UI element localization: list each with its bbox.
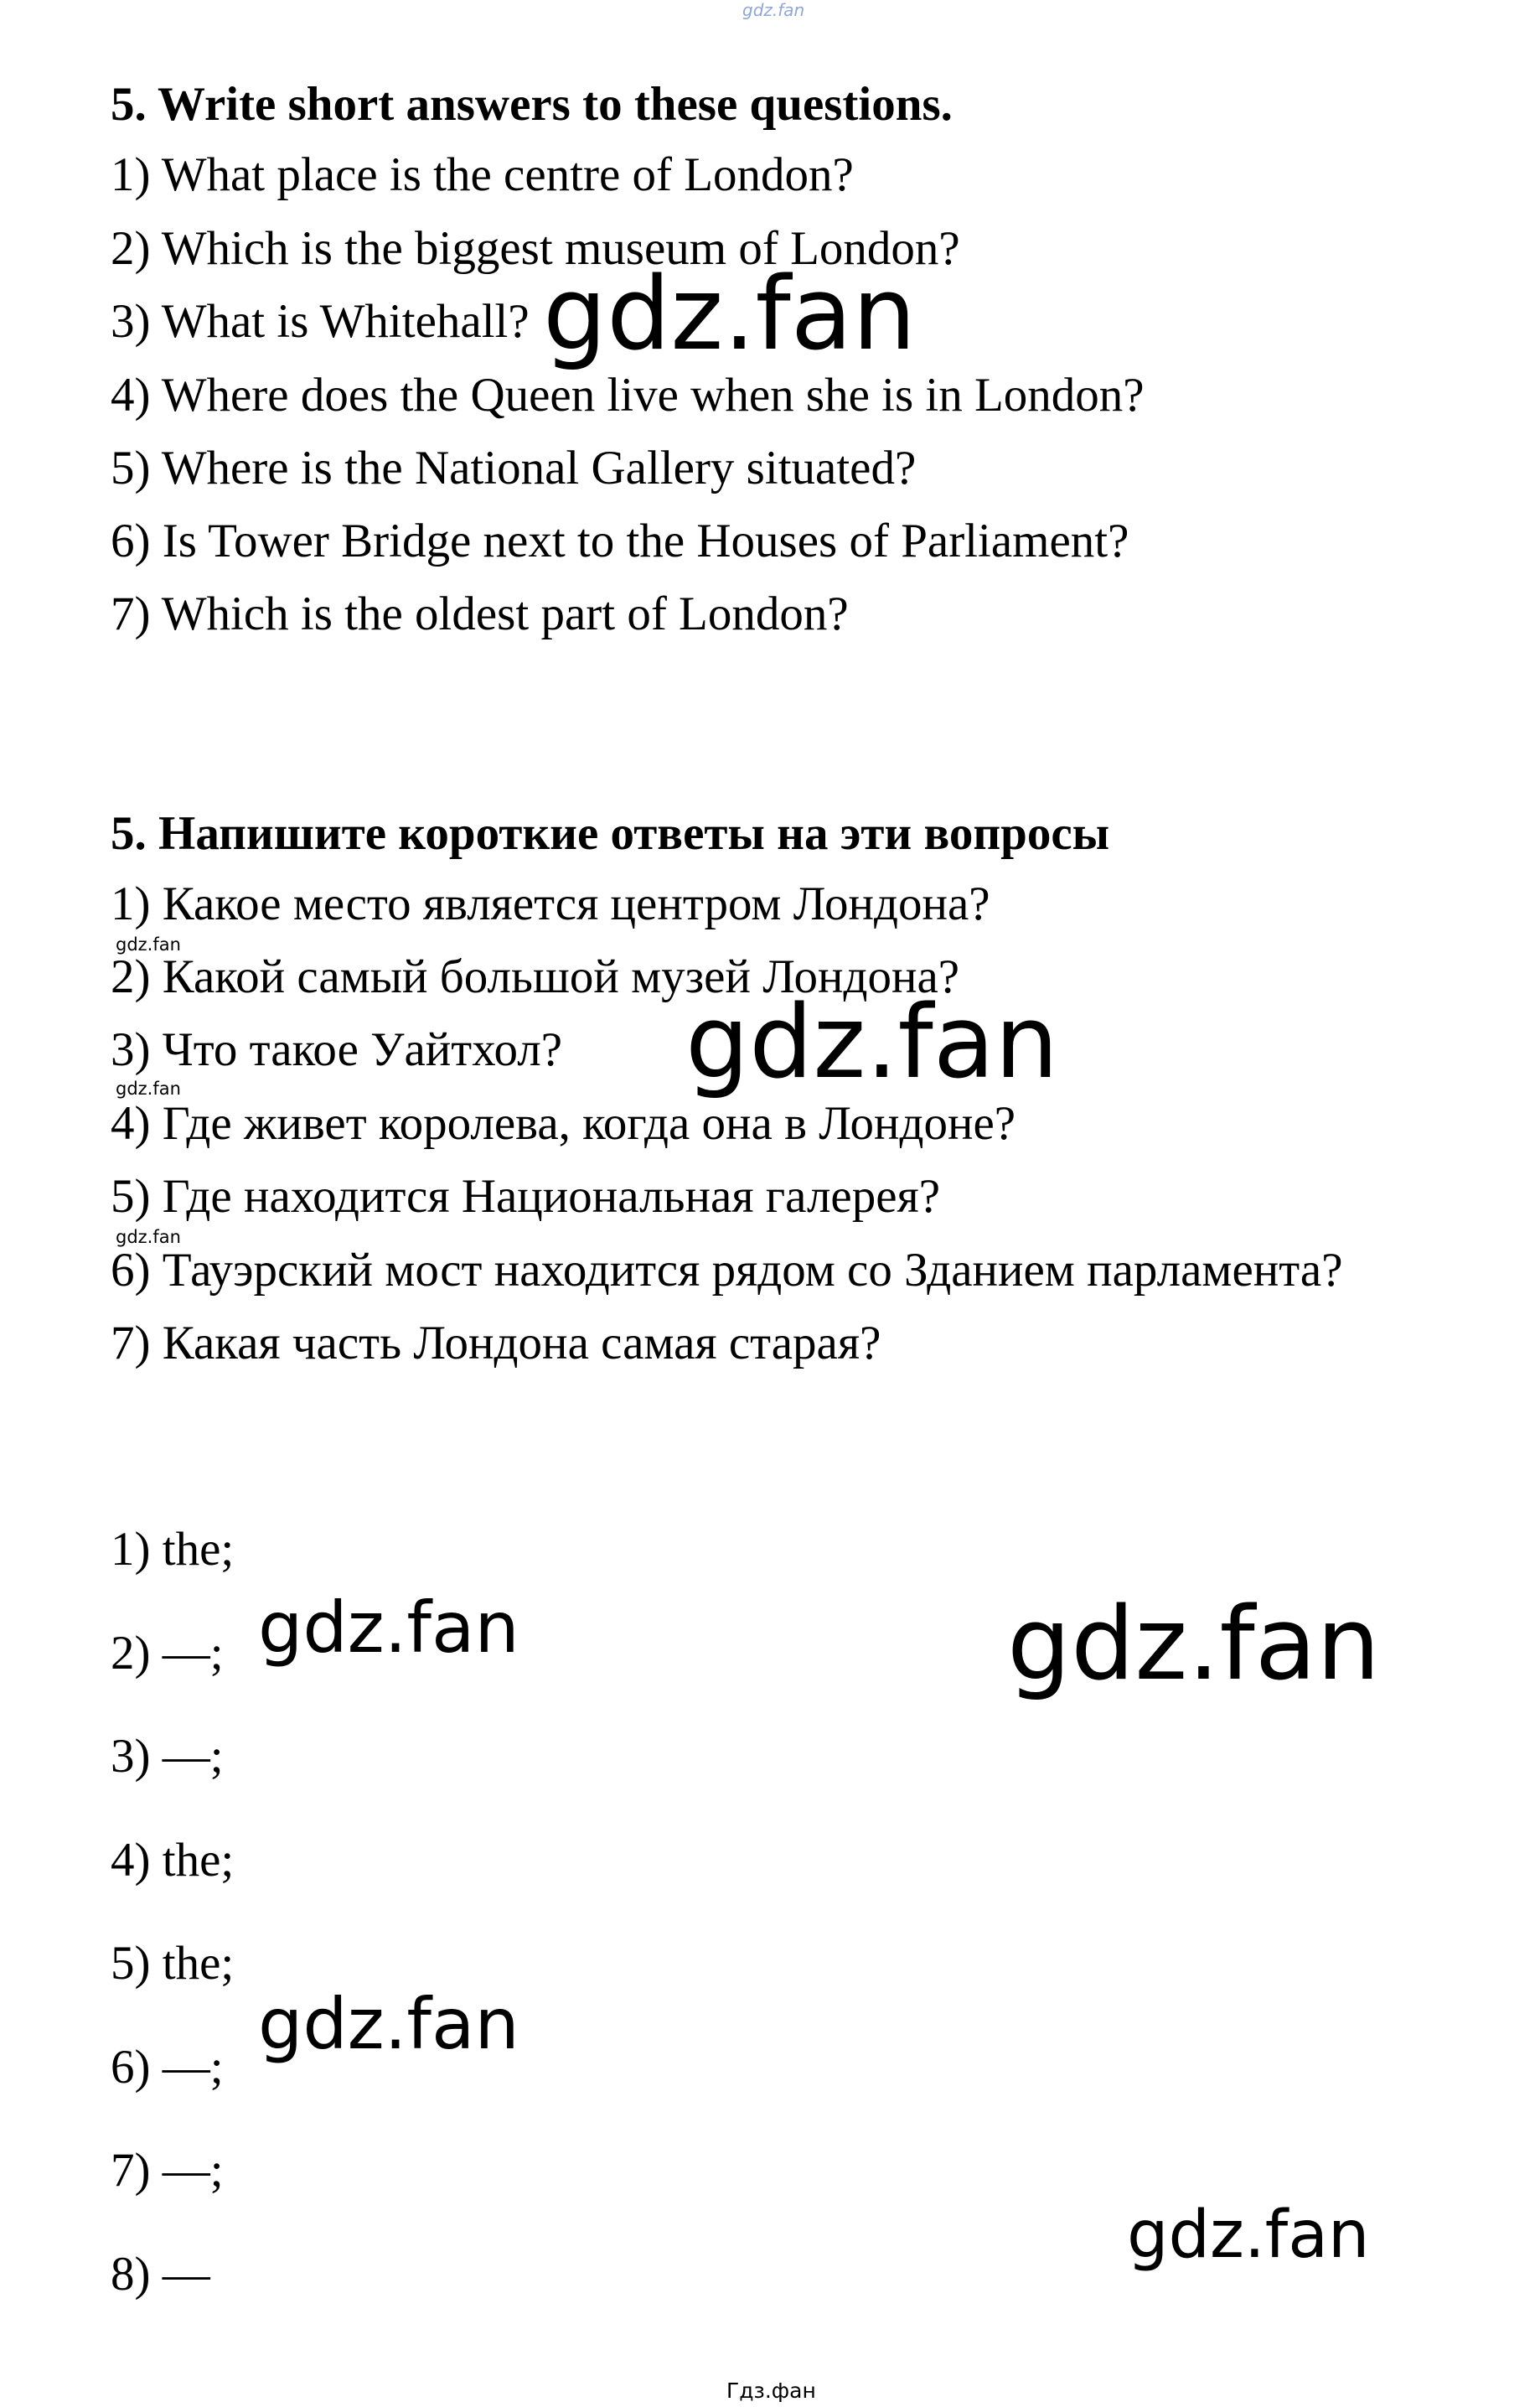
russian-question-6: 6) Тауэрский мост находится рядом со Зданием парламента? — [111, 1244, 1343, 1297]
english-question-4: 4) Where does the Queen live when she is in London? — [111, 369, 1145, 422]
english-question-3: 3) What is Whitehall? — [111, 295, 530, 348]
english-question-6: 6) Is Tower Bridge next to the Houses of Parliament? — [111, 515, 1129, 567]
top-watermark: gdz.fan — [742, 0, 805, 20]
english-question-1: 1) What place is the centre of London? — [111, 148, 854, 201]
small-watermark: gdz.fan — [116, 1227, 181, 1247]
russian-question-3: 3) Что такое Уайтхол? — [111, 1023, 563, 1076]
answer-2: 2) —; — [111, 1627, 224, 1680]
watermark: gdz.fan — [1127, 2197, 1370, 2273]
russian-question-7: 7) Какая часть Лондона самая старая? — [111, 1317, 881, 1369]
answer-5: 5) the; — [111, 1937, 235, 1990]
watermark: gdz.fan — [543, 256, 917, 373]
answer-4: 4) the; — [111, 1834, 235, 1887]
answer-7: 7) —; — [111, 2144, 224, 2197]
russian-heading: 5. Напишите короткие ответы на эти вопросы — [111, 807, 1110, 860]
watermark: gdz.fan — [685, 985, 1059, 1101]
answer-1: 1) the; — [111, 1523, 235, 1576]
small-watermark: gdz.fan — [116, 934, 181, 955]
answer-3: 3) —; — [111, 1730, 224, 1783]
english-question-2: 2) Which is the biggest museum of London? — [111, 222, 960, 275]
russian-question-4: 4) Где живет королева, когда она в Лондоне? — [111, 1097, 1016, 1150]
answer-8: 8) — — [111, 2248, 210, 2301]
small-watermark: gdz.fan — [116, 1079, 181, 1099]
watermark: gdz.fan — [1007, 1587, 1381, 1703]
watermark: gdz.fan — [258, 1983, 519, 2065]
english-question-5: 5) Where is the National Gallery situated? — [111, 442, 917, 494]
english-question-7: 7) Which is the oldest part of London? — [111, 588, 849, 640]
russian-question-2: 2) Какой самый большой музей Лондона? — [111, 950, 960, 1003]
watermark: gdz.fan — [258, 1587, 519, 1669]
answer-6: 6) —; — [111, 2041, 224, 2094]
english-heading: 5. Write short answers to these questions. — [111, 78, 953, 131]
footer-text: Гдз.фан — [726, 2379, 816, 2403]
russian-question-5: 5) Где находится Национальная галерея? — [111, 1170, 941, 1223]
russian-question-1: 1) Какое место является центром Лондона? — [111, 877, 990, 930]
